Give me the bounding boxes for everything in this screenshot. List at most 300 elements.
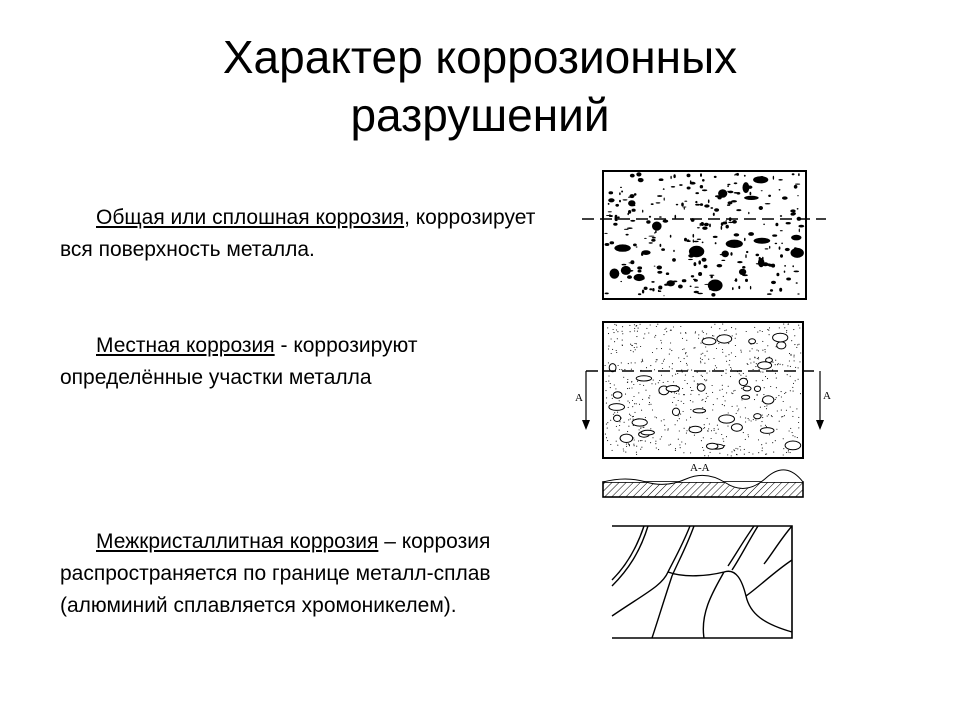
texture-speck [659,216,662,218]
stipple-dot [666,331,667,332]
stipple-dot [762,331,763,332]
section-arrow-label-left: A [575,392,583,404]
stipple-dot [786,332,787,333]
stipple-dot [798,422,799,423]
stipple-dot [628,407,629,408]
stipple-dot [777,364,778,365]
stipple-dot [725,356,726,357]
texture-speck [780,230,783,231]
stipple-dot [756,363,757,364]
texture-speck [608,203,610,205]
stipple-dot [656,348,657,349]
texture-speck [624,229,629,230]
stipple-dot [686,363,687,364]
texture-speck [768,264,772,267]
stipple-dot [611,394,612,395]
stipple-dot [660,340,661,341]
stipple-dot [714,369,715,370]
stipple-dot [704,424,705,425]
stipple-dot [762,450,763,451]
stipple-dot [784,415,785,416]
texture-speck [704,223,709,226]
texture-speck [728,222,733,223]
texture-speck [651,203,654,205]
stipple-dot [755,420,756,421]
stipple-dot [783,401,784,402]
stipple-dot [679,430,680,431]
stipple-dot [683,411,684,412]
texture-speck [659,178,664,181]
stipple-dot [735,338,736,339]
stipple-dot [798,427,799,428]
corrosion-pit [754,386,760,391]
stipple-dot [718,429,719,430]
texture-speck [608,211,612,212]
stipple-dot [629,402,630,403]
texture-speck [750,286,751,290]
stipple-dot [634,347,635,348]
stipple-dot [636,336,637,337]
corrosion-pit [777,342,786,349]
stipple-dot [645,441,646,442]
stipple-dot [633,396,634,397]
texture-speck [776,273,779,277]
stipple-dot [633,384,634,385]
stipple-dot [687,365,688,366]
stipple-dot [728,412,729,413]
texture-speck [778,179,782,181]
stipple-dot [741,399,742,400]
stipple-dot [633,437,634,438]
texture-speck [727,185,729,187]
texture-speck [630,260,634,264]
stipple-dot [629,325,630,326]
stipple-dot [726,329,727,330]
stipple-dot [781,410,782,411]
stipple-dot [714,428,715,429]
stipple-dot [677,420,678,421]
stipple-dot [724,330,725,331]
texture-speck [781,243,783,245]
stipple-dot [776,387,777,388]
texture-speck [609,214,611,217]
texture-speck [726,225,729,229]
texture-speck [694,262,697,266]
stipple-dot [708,359,709,360]
stipple-dot [750,362,751,363]
corrosion-pit [773,333,788,342]
stipple-dot [634,412,635,413]
corrosion-pit [693,409,706,413]
texture-speck [745,254,746,258]
texture-speck [627,275,632,279]
texture-speck [730,252,732,256]
stipple-dot [707,396,708,397]
stipple-dot [702,399,703,400]
stipple-dot [717,398,718,399]
stipple-dot [754,327,755,328]
stipple-dot [669,354,670,355]
texture-speck [779,288,782,292]
texture-speck [796,282,798,284]
texture-speck [713,236,718,238]
stipple-dot [649,395,650,396]
stipple-dot [635,362,636,363]
texture-speck [759,206,763,210]
figure-local-corrosion [566,316,850,502]
stipple-dot [655,443,656,444]
stipple-dot [769,334,770,335]
stipple-dot [790,366,791,367]
stipple-dot [707,430,708,431]
stipple-dot [640,440,641,441]
stipple-dot [771,415,772,416]
stipple-dot [686,430,687,431]
paragraph-lead: Межкристаллитная коррозия [96,530,379,553]
texture-speck [664,198,665,201]
texture-speck [636,172,641,176]
corrosion-pit [702,338,716,345]
texture-speck [687,174,691,178]
stipple-dot [766,405,767,406]
stipple-dot [772,442,773,443]
stipple-dot [633,351,634,352]
stipple-dot [798,379,799,380]
stipple-dot [613,414,614,415]
texture-speck [644,238,647,239]
stipple-dot [756,343,757,344]
stipple-dot [642,399,643,400]
stipple-dot [622,333,623,334]
stipple-dot [727,454,728,455]
stipple-dot [757,358,758,359]
stipple-dot [789,353,790,354]
stipple-dot [799,327,800,328]
texture-speck [734,192,738,194]
texture-speck [687,187,691,190]
stipple-dot [617,412,618,413]
stipple-dot [659,380,660,381]
stipple-dot [751,420,752,421]
stipple-dot [800,352,801,353]
stipple-dot [650,365,651,366]
stipple-dot [706,333,707,334]
stipple-dot [655,441,656,442]
stipple-dot [661,348,662,349]
stipple-dot [767,416,768,417]
stipple-dot [634,324,635,325]
texture-speck [605,243,610,246]
texture-blot [758,258,764,267]
stipple-dot [616,350,617,351]
stipple-dot [690,387,691,388]
texture-speck [628,210,631,214]
texture-blot [614,244,630,251]
stipple-dot [790,452,791,453]
stipple-dot [793,391,794,392]
stipple-dot [626,446,627,447]
stipple-dot [634,445,635,446]
stipple-dot [636,454,637,455]
stipple-dot [754,399,755,400]
texture-speck [727,191,728,193]
texture-speck [630,174,635,178]
stipple-dot [704,363,705,364]
stipple-dot [745,439,746,440]
stipple-dot [711,430,712,431]
texture-speck [700,203,703,206]
stipple-dot [614,341,615,342]
stipple-dot [628,419,629,420]
stipple-dot [758,452,759,453]
stipple-dot [629,388,630,389]
texture-speck [797,195,799,196]
stipple-dot [781,416,782,417]
stipple-dot [607,440,608,441]
stipple-dot [700,362,701,363]
texture-speck [748,232,754,236]
stipple-dot [616,329,617,330]
texture-blot [791,235,801,241]
stipple-dot [641,410,642,411]
stipple-dot [740,350,741,351]
texture-speck [652,288,654,291]
stipple-dot [680,361,681,362]
corrosion-pit [785,441,801,450]
stipple-dot [715,365,716,366]
stipple-dot [701,400,702,401]
texture-speck [694,287,698,288]
stipple-dot [749,359,750,360]
texture-speck [620,281,622,282]
texture-blot [628,200,635,206]
texture-speck [649,242,653,243]
stipple-dot [758,350,759,351]
stipple-dot [628,444,629,445]
texture-speck [797,208,799,210]
stipple-dot [643,385,644,386]
stipple-dot [775,399,776,400]
stipple-dot [714,324,715,325]
stipple-dot [798,417,799,418]
texture-speck [734,233,740,236]
stipple-dot [636,446,637,447]
stipple-dot [681,401,682,402]
stipple-dot [630,418,631,419]
stipple-dot [783,324,784,325]
stipple-dot [704,455,705,456]
stipple-dot [695,332,696,333]
corrosion-pit [672,408,679,415]
stipple-dot [743,373,744,374]
stipple-dot [621,369,622,370]
stipple-dot [608,348,609,349]
stipple-dot [744,454,745,455]
texture-blot [744,196,759,200]
stipple-dot [639,429,640,430]
texture-speck [626,234,629,236]
corrosion-pit [707,443,718,449]
stipple-dot [661,436,662,437]
stipple-dot [790,406,791,407]
stipple-dot [663,334,664,335]
stipple-dot [643,338,644,339]
texture-speck [697,239,701,240]
stipple-dot [798,325,799,326]
stipple-dot [781,396,782,397]
stipple-dot [675,450,676,451]
stipple-dot [606,381,607,382]
stipple-dot [657,324,658,325]
stipple-dot [631,381,632,382]
texture-speck [701,222,704,226]
stipple-dot [726,361,727,362]
texture-blot [689,246,704,257]
stipple-dot [711,327,712,328]
stipple-dot [712,392,713,393]
stipple-dot [644,333,645,334]
stipple-dot [661,342,662,343]
stipple-dot [619,400,620,401]
stipple-dot [671,350,672,351]
stipple-dot [670,444,671,445]
texture-speck [750,192,752,196]
stipple-dot [690,417,691,418]
stipple-dot [703,437,704,438]
texture-speck [721,226,723,230]
texture-speck [684,201,687,202]
stipple-dot [674,392,675,393]
stipple-dot [678,439,679,440]
stipple-dot [627,401,628,402]
stipple-dot [729,360,730,361]
texture-speck [715,242,717,244]
stipple-dot [613,332,614,333]
texture-speck [621,191,623,193]
texture-speck [711,293,715,297]
stipple-dot [627,388,628,389]
texture-speck [660,244,662,247]
texture-speck [642,290,644,294]
stipple-dot [632,400,633,401]
paragraph-text: , коррозирует вся поверхность металла. [60,206,536,261]
stipple-dot [672,402,673,403]
texture-speck [619,192,621,195]
stipple-dot [740,416,741,417]
texture-speck [623,199,628,200]
texture-speck [792,265,794,267]
stipple-dot [640,346,641,347]
stipple-dot [765,454,766,455]
stipple-dot [773,452,774,453]
corrosion-pit [743,386,751,391]
stipple-dot [651,383,652,384]
stipple-dot [723,396,724,397]
stipple-dot [764,349,765,350]
stipple-dot [745,421,746,422]
stipple-dot [631,369,632,370]
texture-speck [791,213,796,216]
stipple-dot [698,338,699,339]
stipple-dot [758,358,759,359]
stipple-dot [640,449,641,450]
stipple-dot [748,434,749,435]
stipple-dot [610,444,611,445]
stipple-dot [762,417,763,418]
stipple-dot [701,440,702,441]
texture-speck [702,258,707,262]
corrosion-pit [739,378,747,385]
texture-speck [709,224,711,228]
stipple-dot [754,357,755,358]
stipple-dot [608,333,609,334]
stipple-dot [675,424,676,425]
texture-speck [798,225,804,228]
stipple-dot [632,416,633,417]
stipple-dot [636,347,637,348]
stipple-dot [650,404,651,405]
stipple-dot [740,449,741,450]
stipple-dot [662,368,663,369]
stipple-dot [680,333,681,334]
stipple-dot [623,448,624,449]
stipple-dot [685,443,686,444]
stipple-dot [700,343,701,344]
stipple-dot [633,416,634,417]
texture-speck [632,209,636,212]
texture-speck [775,243,778,244]
texture-speck [663,220,669,223]
stipple-dot [708,455,709,456]
figure-general-corrosion [580,166,830,306]
stipple-dot [740,375,741,376]
stipple-dot [726,436,727,437]
stipple-dot [784,393,785,394]
stipple-dot [624,369,625,370]
stipple-dot [655,383,656,384]
stipple-dot [646,367,647,368]
stipple-dot [619,425,620,426]
stipple-dot [646,328,647,329]
texture-speck [694,291,699,293]
stipple-dot [653,380,654,381]
stipple-dot [760,407,761,408]
stipple-dot [636,343,637,344]
texture-speck [704,204,709,207]
stipple-dot [793,356,794,357]
stipple-dot [682,349,683,350]
texture-speck [630,194,635,198]
texture-speck [690,180,692,184]
stipple-dot [768,330,769,331]
stipple-dot [640,428,641,429]
paragraph-text: - коррозируют определённые участки металла [60,334,418,389]
texture-speck [638,293,641,295]
stipple-dot [722,389,723,390]
stipple-dot [640,324,641,325]
stipple-dot [690,394,691,395]
stipple-dot [778,363,779,364]
stipple-dot [685,375,686,376]
texture-speck [768,195,771,197]
stipple-dot [698,334,699,335]
stipple-dot [607,422,608,423]
texture-speck [615,204,619,207]
stipple-dot [719,453,720,454]
stipple-dot [658,449,659,450]
stipple-dot [606,437,607,438]
stipple-dot [612,349,613,350]
